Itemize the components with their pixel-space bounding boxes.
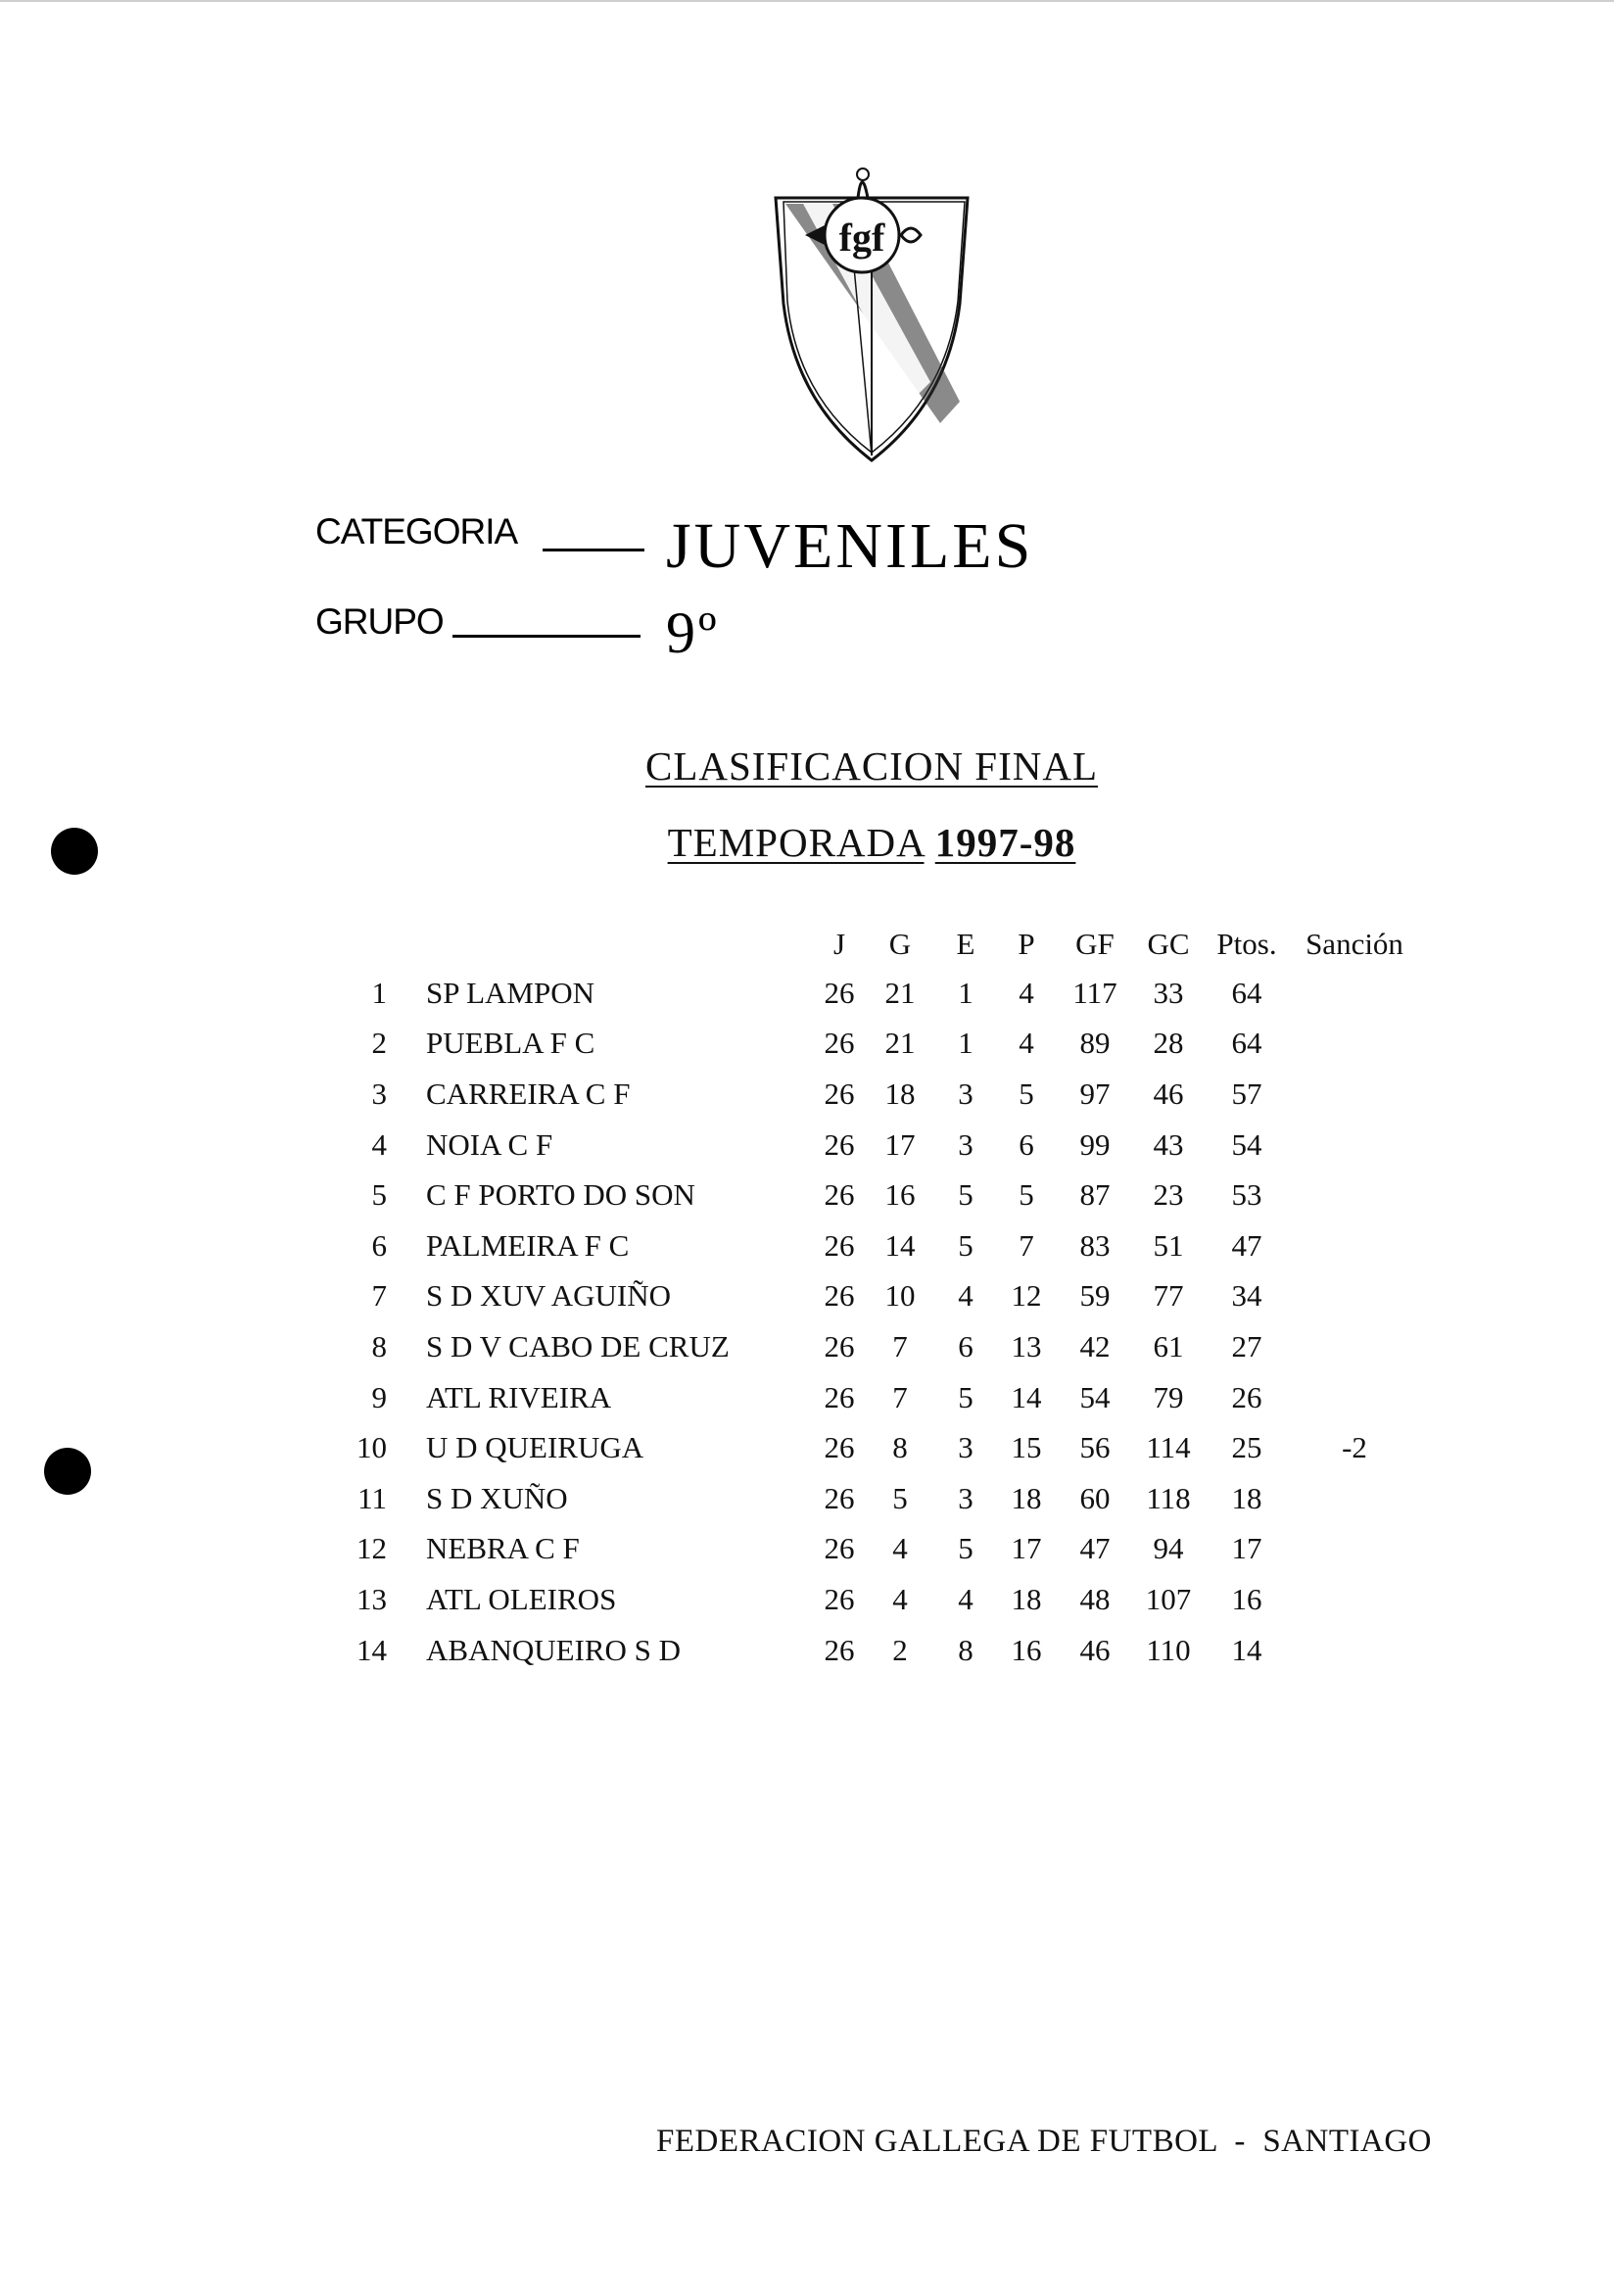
row-sanction <box>1291 1019 1418 1070</box>
row-lost: 15 <box>1011 1430 1042 1465</box>
header-goals-for: GF <box>1075 927 1115 961</box>
row-team-name: PALMEIRA F C <box>426 1227 630 1263</box>
row-sanction <box>1291 1120 1418 1171</box>
row-sanction <box>1291 1321 1418 1372</box>
row-drawn: 1 <box>958 1026 973 1061</box>
row-points: 17 <box>1231 1531 1262 1566</box>
standings-body <box>338 968 1418 1675</box>
row-goals-for: 59 <box>1079 1278 1111 1314</box>
row-goals-against: 33 <box>1153 975 1184 1010</box>
table-row <box>338 968 1418 1019</box>
row-goals-for: 117 <box>1072 975 1117 1010</box>
row-team-name: ABANQUEIRO S D <box>426 1632 682 1667</box>
row-won: 7 <box>892 1379 908 1414</box>
row-goals-for: 47 <box>1079 1531 1111 1566</box>
row-goals-against: 46 <box>1153 1076 1184 1111</box>
row-sanction <box>1291 1069 1418 1120</box>
row-goals-for: 60 <box>1079 1480 1111 1515</box>
table-row <box>338 1120 1418 1171</box>
row-position: 14 <box>356 1632 387 1667</box>
row-team-name: CARREIRA C F <box>426 1076 631 1111</box>
report-title-text: CLASIFICACION FINAL <box>644 743 1099 789</box>
row-goals-for: 99 <box>1079 1126 1111 1162</box>
table-row <box>338 1321 1418 1372</box>
row-position: 11 <box>357 1480 387 1515</box>
row-drawn: 1 <box>958 975 973 1010</box>
svg-text:fgf: fgf <box>838 215 885 260</box>
row-team-name: NOIA C F <box>426 1126 553 1162</box>
table-row <box>338 1422 1418 1473</box>
row-sanction <box>1291 1170 1418 1220</box>
row-team-name: S D V CABO DE CRUZ <box>426 1328 730 1363</box>
row-goals-against: 43 <box>1153 1126 1184 1162</box>
row-won: 2 <box>892 1632 908 1667</box>
row-team-name: SP LAMPON <box>426 975 594 1010</box>
row-played: 26 <box>824 1126 855 1162</box>
header-lost: P <box>1018 927 1035 961</box>
row-drawn: 4 <box>958 1278 973 1314</box>
header-points: Ptos. <box>1216 927 1277 961</box>
category-value: JUVENILES <box>666 510 1034 582</box>
row-goals-for: 87 <box>1079 1177 1111 1213</box>
row-won: 7 <box>892 1328 908 1363</box>
row-goals-for: 83 <box>1079 1227 1111 1263</box>
row-sanction <box>1291 968 1418 1019</box>
row-won: 4 <box>892 1531 908 1566</box>
row-goals-against: 77 <box>1153 1278 1184 1314</box>
header-sanction: Sanción <box>1305 927 1403 961</box>
row-team-name: ATL OLEIROS <box>426 1581 617 1616</box>
row-won: 4 <box>892 1581 908 1616</box>
table-row <box>338 1372 1418 1423</box>
row-played: 26 <box>824 1278 855 1314</box>
category-label: CATEGORIA <box>315 511 518 551</box>
row-points: 26 <box>1231 1379 1262 1414</box>
row-won: 8 <box>892 1430 908 1465</box>
row-lost: 4 <box>1019 975 1034 1010</box>
row-lost: 12 <box>1011 1278 1042 1314</box>
footer-federation: FEDERACION GALLEGA DE FUTBOL - SANTIAGO <box>656 2124 1432 2159</box>
row-points: 14 <box>1231 1632 1262 1667</box>
row-played: 26 <box>824 1328 855 1363</box>
header-position <box>338 921 426 968</box>
row-points: 53 <box>1231 1177 1262 1213</box>
table-row <box>338 1625 1418 1676</box>
row-team-name: S D XUV AGUIÑO <box>426 1278 672 1314</box>
row-won: 14 <box>884 1227 916 1263</box>
row-sanction <box>1291 1372 1418 1423</box>
category-rule <box>543 549 644 551</box>
row-goals-for: 97 <box>1079 1076 1111 1111</box>
row-points: 47 <box>1231 1227 1262 1263</box>
row-drawn: 3 <box>958 1430 973 1465</box>
row-position: 4 <box>371 1126 387 1162</box>
row-drawn: 5 <box>958 1531 973 1566</box>
row-goals-against: 61 <box>1153 1328 1184 1363</box>
row-lost: 13 <box>1011 1328 1042 1363</box>
row-lost: 18 <box>1011 1480 1042 1515</box>
row-team-name: S D XUÑO <box>426 1480 568 1515</box>
row-sanction <box>1291 1524 1418 1575</box>
table-row <box>338 1170 1418 1220</box>
row-lost: 5 <box>1019 1076 1034 1111</box>
row-sanction: -2 <box>1342 1430 1367 1465</box>
row-won: 10 <box>884 1278 916 1314</box>
table-row <box>338 1574 1418 1625</box>
row-lost: 16 <box>1011 1632 1042 1667</box>
table-header-row <box>338 921 1418 968</box>
row-drawn: 3 <box>958 1126 973 1162</box>
punch-hole-icon <box>51 828 98 875</box>
row-goals-for: 54 <box>1079 1379 1111 1414</box>
row-sanction <box>1291 1220 1418 1271</box>
season-label: TEMPORADA <box>667 820 925 865</box>
table-row <box>338 1069 1418 1120</box>
row-won: 17 <box>884 1126 916 1162</box>
row-goals-against: 107 <box>1145 1581 1192 1616</box>
row-position: 2 <box>371 1026 387 1061</box>
row-position: 3 <box>371 1076 387 1111</box>
table-row <box>338 1524 1418 1575</box>
row-won: 5 <box>892 1480 908 1515</box>
row-drawn: 5 <box>958 1227 973 1263</box>
standings-table <box>338 921 1418 1675</box>
table-row <box>338 1271 1418 1322</box>
row-points: 25 <box>1231 1430 1262 1465</box>
row-goals-against: 51 <box>1153 1227 1184 1263</box>
header-drawn: E <box>956 927 975 961</box>
row-won: 21 <box>884 975 916 1010</box>
row-position: 7 <box>371 1278 387 1314</box>
row-played: 26 <box>824 1430 855 1465</box>
scan-edge-line <box>0 0 1614 2</box>
row-position: 1 <box>371 975 387 1010</box>
row-sanction <box>1291 1625 1418 1676</box>
punch-hole-icon <box>44 1448 91 1495</box>
header-won: G <box>888 927 912 961</box>
table-row <box>338 1019 1418 1070</box>
row-goals-for: 56 <box>1079 1430 1111 1465</box>
row-goals-for: 46 <box>1079 1632 1111 1667</box>
row-lost: 4 <box>1019 1026 1034 1061</box>
row-lost: 14 <box>1011 1379 1042 1414</box>
row-played: 26 <box>824 1581 855 1616</box>
row-position: 12 <box>356 1531 387 1566</box>
row-lost: 5 <box>1019 1177 1034 1213</box>
row-points: 64 <box>1231 975 1262 1010</box>
row-points: 57 <box>1231 1076 1262 1111</box>
row-points: 54 <box>1231 1126 1262 1162</box>
table-row <box>338 1220 1418 1271</box>
row-team-name: NEBRA C F <box>426 1531 580 1566</box>
row-team-name: ATL RIVEIRA <box>426 1379 612 1414</box>
row-played: 26 <box>824 1531 855 1566</box>
row-position: 9 <box>371 1379 387 1414</box>
row-sanction <box>1291 1271 1418 1322</box>
row-points: 18 <box>1231 1480 1262 1515</box>
group-label: GRUPO <box>315 601 444 642</box>
row-lost: 18 <box>1011 1581 1042 1616</box>
header-played: J <box>832 927 846 961</box>
group-value: 9º <box>666 600 720 665</box>
row-drawn: 5 <box>958 1177 973 1213</box>
row-goals-against: 114 <box>1146 1430 1191 1465</box>
row-team-name: C F PORTO DO SON <box>426 1177 695 1213</box>
row-points: 34 <box>1231 1278 1262 1314</box>
row-won: 18 <box>884 1076 916 1111</box>
row-won: 16 <box>884 1177 916 1213</box>
row-lost: 17 <box>1011 1531 1042 1566</box>
row-drawn: 3 <box>958 1076 973 1111</box>
row-goals-for: 89 <box>1079 1026 1111 1061</box>
row-goals-for: 42 <box>1079 1328 1111 1363</box>
row-goals-for: 48 <box>1079 1581 1111 1616</box>
table-row <box>338 1473 1418 1524</box>
row-drawn: 5 <box>958 1379 973 1414</box>
row-goals-against: 23 <box>1153 1177 1184 1213</box>
row-position: 6 <box>371 1227 387 1263</box>
group-rule <box>452 635 641 638</box>
row-played: 26 <box>824 1632 855 1667</box>
row-team-name: U D QUEIRUGA <box>426 1430 644 1465</box>
row-drawn: 3 <box>958 1480 973 1515</box>
row-sanction <box>1291 1574 1418 1625</box>
row-played: 26 <box>824 1227 855 1263</box>
season-value: 1997-98 <box>934 820 1076 865</box>
row-goals-against: 94 <box>1153 1531 1184 1566</box>
report-title <box>490 742 1254 789</box>
row-drawn: 8 <box>958 1632 973 1667</box>
row-goals-against: 110 <box>1146 1632 1191 1667</box>
season-line <box>490 819 1254 866</box>
row-won: 21 <box>884 1026 916 1061</box>
row-goals-against: 28 <box>1153 1026 1184 1061</box>
header-goals-against: GC <box>1147 927 1190 961</box>
row-goals-against: 79 <box>1153 1379 1184 1414</box>
row-played: 26 <box>824 1480 855 1515</box>
row-points: 64 <box>1231 1026 1262 1061</box>
row-lost: 6 <box>1019 1126 1034 1162</box>
row-played: 26 <box>824 1177 855 1213</box>
row-position: 8 <box>371 1328 387 1363</box>
row-position: 13 <box>356 1581 387 1616</box>
row-points: 27 <box>1231 1328 1262 1363</box>
row-sanction <box>1291 1473 1418 1524</box>
row-drawn: 4 <box>958 1581 973 1616</box>
header-team <box>426 921 813 968</box>
federation-crest-icon <box>764 157 979 480</box>
row-lost: 7 <box>1019 1227 1034 1263</box>
row-played: 26 <box>824 1076 855 1111</box>
row-position: 5 <box>371 1177 387 1213</box>
row-goals-against: 118 <box>1146 1480 1191 1515</box>
row-played: 26 <box>824 1026 855 1061</box>
row-points: 16 <box>1231 1581 1262 1616</box>
row-played: 26 <box>824 975 855 1010</box>
row-drawn: 6 <box>958 1328 973 1363</box>
row-team-name: PUEBLA F C <box>426 1026 595 1061</box>
row-played: 26 <box>824 1379 855 1414</box>
row-position: 10 <box>356 1430 387 1465</box>
